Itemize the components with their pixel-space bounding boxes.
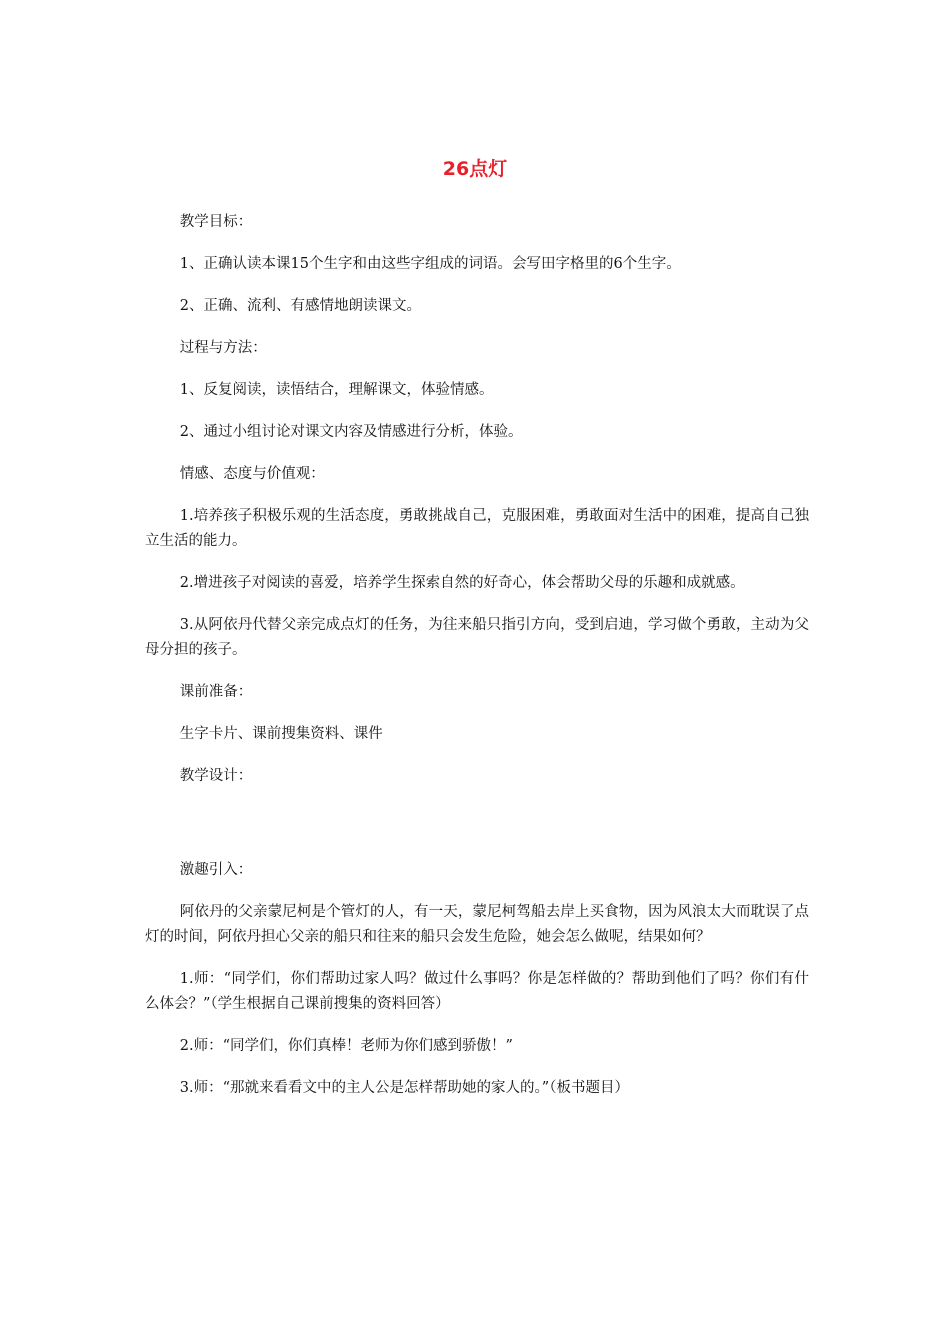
section-heading-values: 情感、态度与价值观： [179,466,325,482]
paragraph: 阿依丹的父亲蒙尼柯是个管灯的人，有一天，蒙尼柯驾船去岸上买食物，因为风浪太大而耽误了点灯的时间，阿依丹担心父亲的船只和往来的船只会发生危险，她会怎么做呢，结果如何？ [145,904,809,945]
paragraph: 1、正确认读本课15个生字和由这些字组成的词语。会写田字格里的6个生字。 [179,256,681,272]
paragraph: 1、反复阅读，读悟结合，理解课文，体验情感。 [179,382,494,398]
paragraph: 2、正确、流利、有感情地朗读课文。 [179,298,422,314]
paragraph: 1.师：“同学们，你们帮助过家人吗？做过什么事吗？你是怎样做的？帮助到他们了吗？你们有什么体会？”（学生根据自己课前搜集的资料回答） [145,971,809,1012]
section-heading-introduction: 激趣引入： [179,862,253,878]
paragraph: 2.师：“同学们，你们真棒！老师为你们感到骄傲！” [179,1038,513,1054]
section-heading-process: 过程与方法： [179,340,267,356]
document-title: 26点灯 [442,158,508,180]
paragraph: 1.培养孩子积极乐观的生活态度，勇敢挑战自己，克服困难，勇敢面对生活中的困难，提高自己独立生活的能力。 [145,508,809,549]
paragraph: 3.师：“那就来看看文中的主人公是怎样帮助她的家人的。”（板书题目） [179,1080,629,1096]
section-heading-preparation: 课前准备： [179,684,253,700]
blank-spacer [145,806,809,858]
paragraph: 生字卡片、课前搜集资料、课件 [179,726,383,742]
paragraph: 3.从阿依丹代替父亲完成点灯的任务，为往来船只指引方向，受到启迪，学习做个勇敢，主动为父母分担的孩子。 [145,617,809,658]
document-body [145,210,809,1118]
section-heading-design: 教学设计： [179,768,253,784]
paragraph: 2、通过小组讨论对课文内容及情感进行分析，体验。 [179,424,523,440]
section-heading-objectives: 教学目标： [179,214,253,230]
paragraph: 2.增进孩子对阅读的喜爱，培养学生探索自然的好奇心，体会帮助父母的乐趣和成就感。 [179,575,745,591]
